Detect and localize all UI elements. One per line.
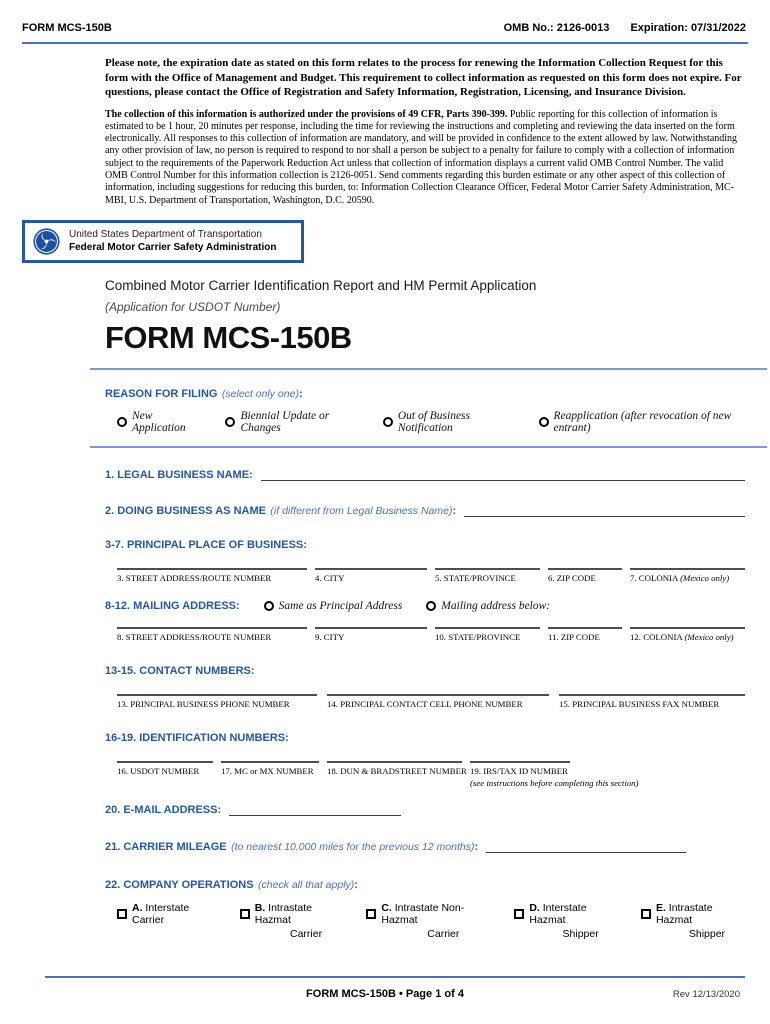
mc-mx-number-label: 17. MC or MX NUMBER (221, 765, 314, 776)
mailing-zip-label: 11. ZIP CODE (548, 631, 600, 642)
op-letter: C. (381, 901, 392, 914)
principal-place-section (105, 535, 745, 553)
company-operations-section (105, 875, 745, 893)
write-line[interactable] (435, 627, 540, 629)
form-name: FORM MCS-150B (105, 319, 352, 355)
usdot-number-field[interactable] (117, 761, 213, 788)
company-operations-hint: (check all that apply) (257, 878, 355, 891)
op-text: Intrastate Hazmat (254, 901, 312, 926)
mailing-state-field[interactable] (435, 627, 540, 642)
mailing-city-label: 9. CITY (315, 631, 345, 642)
dba-hint: (if different from Legal Business Name) (270, 504, 453, 517)
header-form-id: FORM MCS-150B (22, 22, 112, 34)
carrier-mileage-colon: : (474, 840, 479, 853)
checkbox-icon[interactable] (514, 909, 524, 919)
mailing-street-label: 8. STREET ADDRESS/ROUTE NUMBER (117, 631, 272, 642)
dun-bradstreet-label: 18. DUN & BRADSTREET NUMBER (327, 765, 467, 776)
mc-mx-number-field[interactable] (221, 761, 319, 788)
radio-label-new-application: New Application (132, 409, 186, 434)
radio-circle-icon[interactable] (383, 417, 393, 427)
mailing-colonia-field[interactable] (630, 627, 745, 642)
op-text-line2: Carrier (290, 927, 323, 940)
carrier-mileage-label: 21. CARRIER MILEAGE (105, 840, 227, 853)
radio-circle-icon[interactable] (117, 417, 127, 427)
mailing-address-section (105, 600, 745, 612)
reason-hint: (select only one) (221, 387, 299, 400)
carrier-mileage-input[interactable] (486, 841, 686, 853)
op-text-line2: Shipper (688, 927, 726, 940)
principal-city-field[interactable] (315, 568, 427, 583)
write-line[interactable] (315, 627, 427, 629)
checkbox-intrastate-hazmat-shipper[interactable] (641, 902, 745, 940)
principal-colonia-field[interactable] (630, 568, 745, 583)
radio-reapplication[interactable] (539, 410, 746, 434)
mailing-colonia-label: 12. COLONIA (630, 631, 683, 642)
write-line[interactable] (117, 694, 317, 696)
principal-zip-field[interactable] (548, 568, 622, 583)
burden-statement-body: Public reporting for this collection of information is estimated to be 1 hour, 20 minutes per response, including the time for reviewing the instructions and completing and reviewing the data inserted on the form electronically. All responses to this collection of information are mandatory, and will be provided in confidence to the extent allowed by law. Notwithstanding any other provision of law, no person is required to respond to nor shall a person be subject to a penalty for failure to comply with a collection of information subject to the requirements of the Paperwork Reduction Act unless that collection of information displays a current valid OMB Control Number. The valid OMB Control Number for this information collection is 2126-0051. Send comments regarding this burden estimate or any other aspect of this collection of information, including suggestions for reducing this burden, to: Information Collection Clearance Officer, Federal Motor Carrier Safety Administration, MC-MBI, U.S. Department of Transportation, Washington, D.C. 20590. (105, 108, 738, 206)
irs-tax-id-label: 19. IRS/TAX ID NUMBER (470, 765, 569, 776)
dun-bradstreet-field[interactable] (327, 761, 467, 788)
company-operations-row (105, 902, 745, 940)
paperwork-burden-statement (105, 109, 745, 207)
write-line[interactable] (327, 761, 462, 763)
principal-colonia-label: 7. COLONIA (630, 572, 678, 583)
mailing-street-field[interactable] (117, 627, 307, 642)
write-line[interactable] (117, 761, 213, 763)
title-block (105, 278, 745, 356)
principal-state-field[interactable] (435, 568, 540, 583)
radio-circle-icon[interactable] (539, 417, 549, 427)
write-line[interactable] (117, 568, 307, 570)
company-operations-colon: : (354, 878, 358, 891)
dot-logo-icon (33, 228, 60, 255)
write-line[interactable] (630, 568, 745, 570)
op-text: Interstate Hazmat (529, 901, 587, 926)
agency-administration: Federal Motor Carrier Safety Administration (69, 242, 277, 254)
omb-number: OMB No.: 2126-0013 (503, 22, 610, 34)
identification-numbers-section (105, 728, 745, 746)
reason-for-filing-section (105, 384, 745, 402)
principal-address-row (105, 568, 745, 583)
write-line[interactable] (315, 568, 427, 570)
agency-logo-box (22, 220, 304, 263)
checkbox-icon[interactable] (240, 909, 250, 919)
radio-new-application[interactable] (117, 410, 198, 434)
reason-colon: : (298, 387, 303, 400)
agency-department: United States Department of Transportation (69, 229, 262, 241)
mailing-address-row (105, 627, 745, 642)
principal-place-label: 3-7. PRINCIPAL PLACE OF BUSINESS: (105, 538, 307, 551)
radio-label-biennial-update: Biennial Update or Changes (240, 409, 330, 434)
dba-label: 2. DOING BUSINESS AS NAME (105, 504, 266, 517)
write-line[interactable] (435, 568, 540, 570)
reason-options-row (105, 410, 745, 434)
business-phone-field[interactable] (117, 694, 317, 709)
write-line[interactable] (221, 761, 319, 763)
principal-zip-label: 6. ZIP CODE (548, 572, 596, 583)
legal-business-name-row (105, 469, 745, 481)
principal-city-label: 4. CITY (315, 572, 345, 583)
legal-business-name-label: 1. LEGAL BUSINESS NAME: (105, 468, 253, 481)
op-text-line2: Shipper (562, 927, 599, 940)
radio-biennial-update[interactable] (225, 410, 355, 434)
reason-divider (90, 446, 767, 448)
principal-street-field[interactable] (117, 568, 307, 583)
checkbox-interstate-hazmat-shipper[interactable] (514, 902, 619, 940)
op-text: Intrastate Hazmat (655, 901, 713, 926)
mailing-city-field[interactable] (315, 627, 427, 642)
radio-circle-icon[interactable] (264, 601, 274, 611)
radio-label-same-as-principal: Same as Principal Address (278, 599, 403, 612)
radio-same-as-principal[interactable] (264, 600, 403, 612)
write-line[interactable] (117, 627, 307, 629)
identification-numbers-label: 16-19. IDENTIFICATION NUMBERS: (105, 731, 289, 744)
footer-page-indicator: FORM MCS-150B • Page 1 of 4 (306, 988, 464, 1000)
checkbox-icon[interactable] (641, 909, 651, 919)
fax-label: 15. PRINCIPAL BUSINESS FAX NUMBER (559, 698, 720, 709)
principal-state-label: 5. STATE/PROVINCE (435, 572, 516, 583)
header-omb-block (486, 22, 746, 34)
checkbox-icon[interactable] (366, 909, 376, 919)
irs-tax-id-field[interactable] (470, 761, 745, 788)
form-subtitle: (Application for USDOT Number) (105, 299, 281, 314)
principal-colonia-hint: (Mexico only) (680, 572, 730, 583)
op-letter: B. (254, 901, 266, 914)
mailing-zip-field[interactable] (548, 627, 622, 642)
mailing-state-label: 10. STATE/PROVINCE (435, 631, 521, 642)
checkbox-icon[interactable] (117, 909, 127, 919)
expiration-date: Expiration: 07/31/2022 (630, 22, 746, 34)
carrier-mileage-hint: (to nearest 10,000 miles for the previous 12 months) (231, 840, 475, 853)
op-letter: E. (655, 901, 666, 914)
mailing-address-label: 8-12. MAILING ADDRESS: (105, 599, 240, 612)
radio-circle-icon[interactable] (426, 601, 436, 611)
email-row (105, 804, 745, 816)
usdot-number-label: 16. USDOT NUMBER (117, 765, 200, 776)
header-divider (22, 42, 748, 44)
legal-business-name-input[interactable] (261, 469, 745, 481)
op-letter: A. (132, 901, 143, 914)
radio-mailing-below[interactable] (426, 600, 550, 612)
irs-tax-id-note: (see instructions before completing this section) (470, 777, 639, 788)
expiration-notice: Please note, the expiration date as stated on this form relates to the process for renewing the Information Collection Request for this form with the Office of Management and Budget. This requirement to collect information as requested on this form does not expire. For questions, please contact the Office of Registration and Safety Information, Registration, Licensing, and Insurance Division. (105, 57, 742, 99)
op-text-line2: Carrier (427, 927, 460, 940)
page-header (0, 0, 770, 34)
dba-colon: : (452, 504, 457, 517)
company-operations-label: 22. COMPANY OPERATIONS (105, 878, 254, 891)
op-letter: D. (529, 901, 540, 914)
radio-label-out-of-business: Out of Business Notification (397, 409, 471, 434)
op-text: Intrastate Non-Hazmat (381, 901, 465, 926)
agency-names (69, 228, 276, 254)
title-divider (90, 368, 767, 370)
business-phone-label: 13. PRINCIPAL BUSINESS PHONE NUMBER (117, 698, 290, 709)
checkbox-intrastate-non-hazmat-carrier[interactable] (366, 902, 492, 940)
cell-phone-label: 14. PRINCIPAL CONTACT CELL PHONE NUMBER (327, 698, 523, 709)
write-line[interactable] (559, 694, 745, 696)
page-footer (0, 988, 770, 1000)
email-input[interactable] (229, 804, 401, 816)
contact-numbers-row (105, 694, 745, 709)
footer-divider (45, 976, 745, 978)
mailing-colonia-hint: (Mexico only) (684, 631, 734, 642)
radio-label-reapplication: Reapplication (after revocation of new entrant) (553, 409, 732, 434)
reason-label: REASON FOR FILING (105, 387, 218, 400)
fax-field[interactable] (559, 694, 745, 709)
cell-phone-field[interactable] (327, 694, 549, 709)
identification-numbers-row (105, 761, 745, 788)
email-label: 20. E-MAIL ADDRESS: (105, 803, 222, 816)
notice-block (105, 56, 745, 207)
write-line[interactable] (630, 627, 745, 629)
radio-label-mailing-below: Mailing address below: (441, 599, 551, 612)
form-title: Combined Motor Carrier Identification Report and HM Permit Application (105, 277, 537, 293)
write-line[interactable] (470, 761, 570, 763)
contact-numbers-section (105, 661, 745, 679)
checkbox-interstate-carrier[interactable] (117, 902, 218, 940)
principal-street-label: 3. STREET ADDRESS/ROUTE NUMBER (117, 572, 272, 583)
op-text: Interstate Carrier (132, 901, 190, 926)
authorization-statement: The collection of this information is authorized under the provisions of 49 CFR, Parts 390-399. (105, 108, 508, 120)
checkbox-intrastate-hazmat-carrier[interactable] (240, 902, 345, 940)
dba-row (105, 499, 745, 517)
write-line[interactable] (327, 694, 549, 696)
write-line[interactable] (548, 627, 622, 629)
write-line[interactable] (548, 568, 622, 570)
carrier-mileage-row (105, 835, 745, 853)
contact-numbers-label: 13-15. CONTACT NUMBERS: (105, 664, 255, 677)
radio-out-of-business[interactable] (383, 410, 512, 434)
dba-input[interactable] (464, 505, 745, 517)
radio-circle-icon[interactable] (225, 417, 235, 427)
footer-revision-date: Rev 12/13/2020 (672, 989, 740, 1000)
